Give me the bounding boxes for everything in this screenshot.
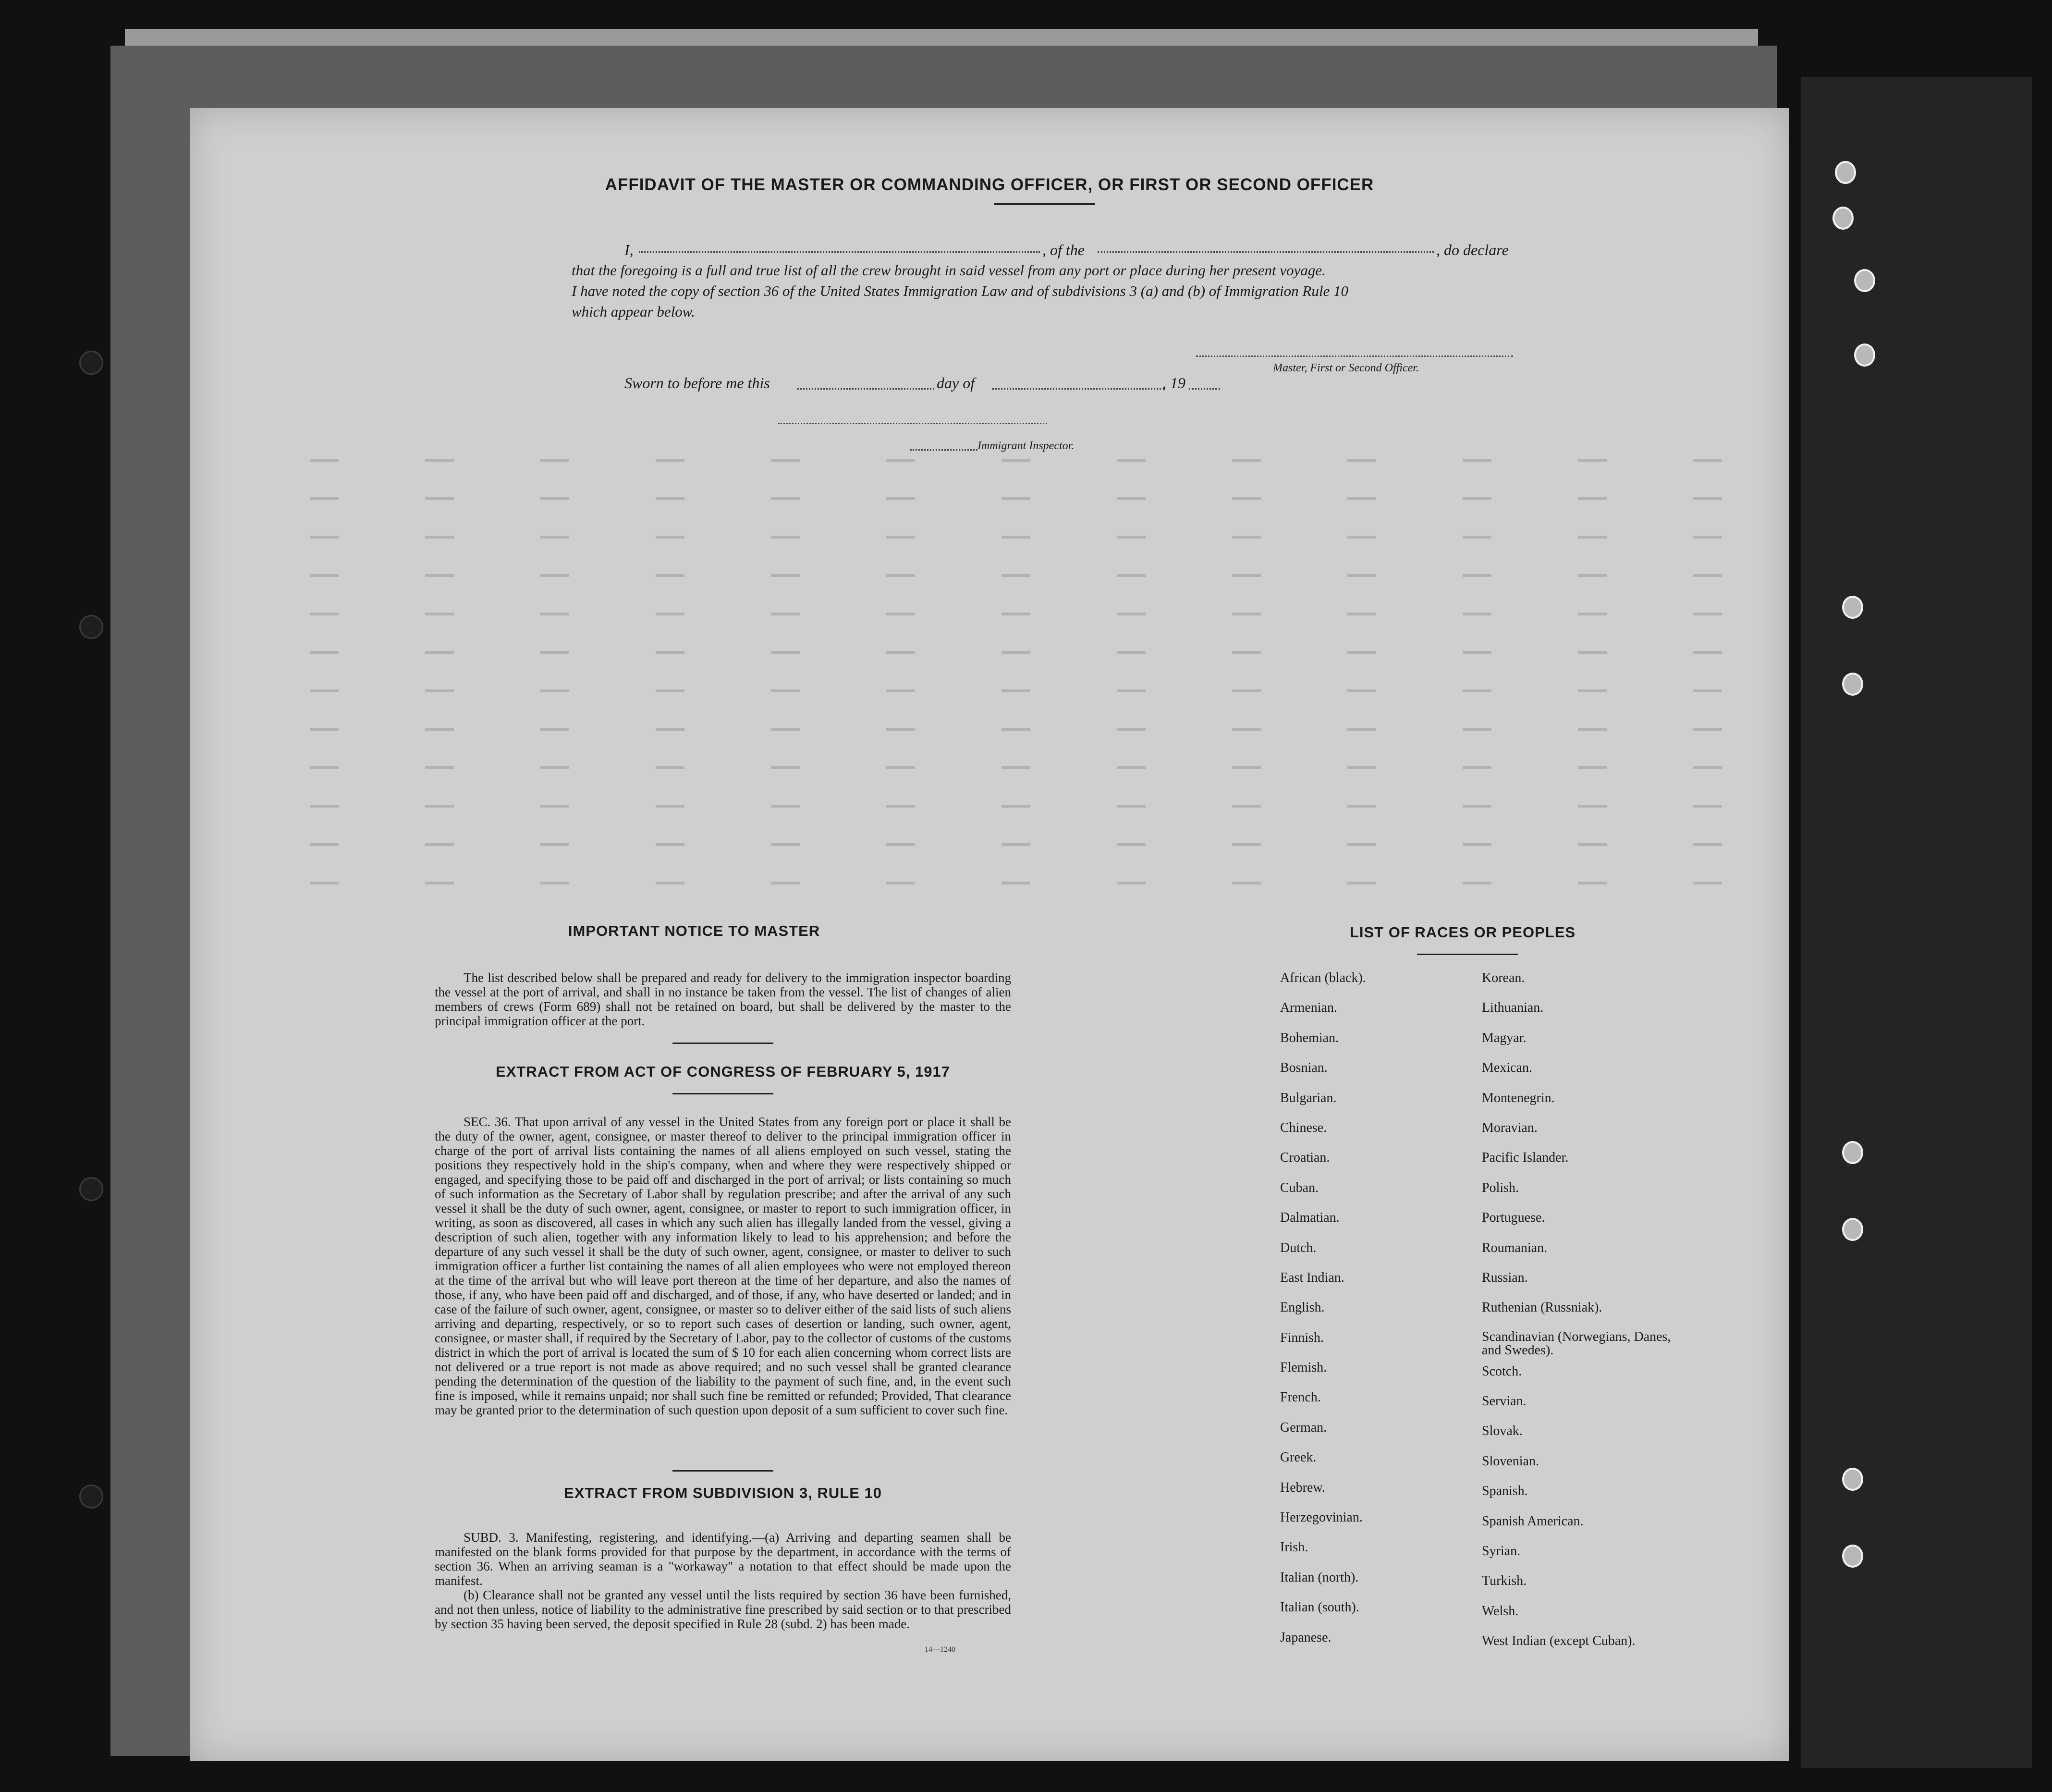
- bleed-through-row: [310, 689, 1770, 692]
- race-item: Chinese.: [1280, 1120, 1327, 1135]
- punch-hole: [1842, 1545, 1863, 1568]
- race-item: German.: [1280, 1420, 1327, 1435]
- binder-ring: [79, 351, 103, 375]
- race-item: Hebrew.: [1280, 1480, 1325, 1495]
- race-item: Turkish.: [1482, 1573, 1527, 1589]
- race-item: Scandinavian (Norwegians, Danes, and Swedes).: [1482, 1329, 1671, 1358]
- race-item: Portuguese.: [1482, 1210, 1545, 1226]
- sworn-month-field[interactable]: [992, 388, 1165, 390]
- race-item: Finnish.: [1280, 1330, 1324, 1345]
- master-name-field[interactable]: [639, 251, 1040, 253]
- race-item: Roumanian.: [1482, 1240, 1548, 1255]
- bleed-through-row: [310, 536, 1770, 539]
- race-item: Russian.: [1482, 1270, 1528, 1285]
- binder-side-panel: [1801, 77, 2032, 1768]
- extract-act-divider: [672, 1093, 773, 1094]
- affidavit-line-3: I have noted the copy of section 36 of the United States Immigration Law and of subdivisions 3 (a) and (b) of Immigration Rule 10: [572, 282, 1348, 299]
- sworn-label: Sworn to before me this: [624, 374, 770, 392]
- race-item: Greek.: [1280, 1450, 1317, 1465]
- race-item: Magyar.: [1482, 1030, 1527, 1045]
- extract-rule-title: EXTRACT FROM SUBDIVISION 3, RULE 10: [564, 1485, 882, 1501]
- race-item: Servian.: [1482, 1394, 1527, 1409]
- affidavit-do-declare: , do declare: [1436, 241, 1509, 258]
- race-item: Scotch.: [1482, 1363, 1522, 1379]
- bleed-through-row: [310, 766, 1770, 769]
- race-item: Bulgarian.: [1280, 1090, 1337, 1105]
- punch-hole: [1842, 673, 1863, 696]
- race-item: Italian (south).: [1280, 1600, 1359, 1615]
- vessel-name-field[interactable]: [1098, 251, 1434, 253]
- race-item: Dalmatian.: [1280, 1210, 1340, 1226]
- punch-hole: [1854, 344, 1875, 367]
- punch-hole: [1842, 1468, 1863, 1491]
- extract-rule-divider-top: [672, 1470, 773, 1472]
- race-item: French.: [1280, 1390, 1321, 1405]
- extract-act-title: EXTRACT FROM ACT OF CONGRESS OF FEBRUARY 5, 1917: [496, 1063, 950, 1080]
- year-label: , 19: [1162, 374, 1185, 392]
- bleed-through-row: [310, 651, 1770, 654]
- race-item: Pacific Islander.: [1482, 1150, 1569, 1166]
- punch-hole: [1835, 161, 1856, 184]
- bleed-through-row: [310, 882, 1770, 884]
- races-column-1: [1280, 970, 1463, 1660]
- inspector-signature-line[interactable]: [778, 423, 1047, 424]
- race-item: Bohemian.: [1280, 1030, 1339, 1045]
- race-item: Spanish American.: [1482, 1513, 1584, 1529]
- race-item: Spanish.: [1482, 1484, 1528, 1499]
- day-of-label: day of: [937, 374, 975, 392]
- extract-act-text: SEC. 36. That upon arrival of any vessel in the United States from any foreign port or place it shall be the duty of the owner, agent, consignee, or master thereof to deliver to the principal immigration officer in charge of the port of arrival lists containing the names of all aliens employed on such vessel, stating the positions they respectively hold in the ship's company, when and where they were respectively shipped or engaged, and specifying those to be paid off and discharged in the port of arrival; or lists containing so much of such information as the Secretary of Labor shall by regulation prescribe; and after the arrival of any such vessel it shall be the duty of such owner, agent, consignee, or master to report to such immigration officer, in writing, as soon as discovered, all cases in which any such alien has illegally landed from the vessel, giving a description of such alien, together with any information likely to lead to his apprehension; and before the departure of any such vessel it shall be the duty of such owner, agent, consignee, or master to deliver to such immigration officer a further list containing the names of all alien employees who were not employed thereon at the time of the arrival but who will leave port thereon at the time of her departure, and also the names of those, if any, who have been paid off and discharged, and of those, if any, who have deserted or landed; and in case of the failure of such owner, agent, consignee, or master so to deliver either of the said lists of such aliens arriving and departing, respectively, or so to report such cases of desertion or landing, such owner, agent, consignee, or master shall, if required by the Secretary of Labor, pay to the collector of customs of the customs district in which the port of arrival is located the sum of $ 10 for each alien concerning whom correct lists are not delivered or a true report is not made as above required; and no such vessel shall be granted clearance pending the determination of the question of the liability to the payment of such fine, and, in the event such fine is imposed, while it remains unpaid; nor shall such fine be remitted or refunded; Provided, That clearance may be granted prior to the determination of such question upon deposit of a sum sufficient to cover such fine.: [435, 1115, 1011, 1417]
- binder-ring: [79, 1485, 103, 1509]
- punch-hole: [1832, 207, 1854, 230]
- race-item: Dutch.: [1280, 1240, 1317, 1255]
- bleed-through-row: [310, 805, 1770, 808]
- race-item: Bosnian.: [1280, 1060, 1328, 1076]
- affidavit-of-the: , of the: [1042, 241, 1085, 258]
- sworn-day-field[interactable]: [797, 388, 934, 390]
- race-item: Ruthenian (Russniak).: [1482, 1300, 1602, 1315]
- extract-rule-text-b: (b) Clearance shall not be granted any vessel until the lists required by section 36 have been furnished, and not then unless, notice of liability to the administrative fine prescribed by said section or to that prescribed by section 35 having been served, the deposit specified in Rule 28 (subd. 2) has been made.: [435, 1588, 1011, 1631]
- extract-rule-text-a: SUBD. 3. Manifesting, registering, and identifying.—(a) Arriving and departing seamen shall be manifested on the blank forms provided for that purpose by the department, in accordance with the terms of section 36. When an arriving seaman is a "workaway" a notation to that effect should be made upon the manifest.: [435, 1530, 1011, 1588]
- race-item: English.: [1280, 1300, 1325, 1315]
- affidavit-title: AFFIDAVIT OF THE MASTER OR COMMANDING OFFICER, OR FIRST OR SECOND OFFICER: [605, 175, 1374, 194]
- race-item: Japanese.: [1280, 1630, 1331, 1645]
- bleed-through-row: [310, 459, 1770, 462]
- race-item: Herzegovinian.: [1280, 1510, 1363, 1525]
- race-item: Syrian.: [1482, 1544, 1521, 1559]
- punch-hole: [1854, 269, 1875, 292]
- race-item: Slovenian.: [1482, 1453, 1539, 1469]
- bleed-through-row: [310, 497, 1770, 500]
- binder-ring: [79, 615, 103, 639]
- races-column-2: [1482, 970, 1732, 1664]
- race-item: Lithuanian.: [1482, 1000, 1544, 1016]
- race-item: Korean.: [1482, 970, 1525, 985]
- punch-hole: [1842, 1141, 1863, 1164]
- inspector-label: Immigrant Inspector.: [977, 440, 1075, 452]
- notice-title: IMPORTANT NOTICE TO MASTER: [568, 922, 820, 939]
- race-item: Slovak.: [1482, 1424, 1523, 1439]
- affidavit-line-4: which appear below.: [572, 303, 695, 320]
- form-number: 14—1240: [925, 1645, 955, 1654]
- inspector-lead-line: [910, 449, 977, 451]
- race-item: Armenian.: [1280, 1000, 1337, 1016]
- signature-label: Master, First or Second Officer.: [1273, 362, 1419, 374]
- race-item: Croatian.: [1280, 1150, 1330, 1166]
- affidavit-page: [190, 108, 1789, 1761]
- race-item: Moravian.: [1482, 1120, 1538, 1135]
- race-item: African (black).: [1280, 970, 1366, 985]
- affidavit-line-2: that the foregoing is a full and true list of all the crew brought in said vessel from any port or place during her present voyage.: [572, 262, 1326, 279]
- race-item: Flemish.: [1280, 1360, 1327, 1375]
- sworn-year-field[interactable]: [1189, 388, 1220, 390]
- bleed-through-row: [310, 613, 1770, 615]
- signature-line[interactable]: [1196, 356, 1513, 357]
- race-item: Cuban.: [1280, 1180, 1319, 1195]
- notice-divider: [672, 1043, 773, 1044]
- bleed-through-row: [310, 843, 1770, 846]
- bleed-through-row: [310, 728, 1770, 731]
- race-item: Polish.: [1482, 1180, 1519, 1195]
- race-item: East Indian.: [1280, 1270, 1344, 1285]
- punch-hole: [1842, 596, 1863, 619]
- race-item: Welsh.: [1482, 1603, 1519, 1619]
- race-item: Irish.: [1280, 1540, 1308, 1555]
- race-item: West Indian (except Cuban).: [1482, 1633, 1636, 1649]
- punch-hole: [1842, 1218, 1863, 1241]
- race-item: Montenegrin.: [1482, 1090, 1555, 1105]
- races-title: LIST OF RACES OR PEOPLES: [1349, 924, 1576, 941]
- affidavit-i-label: I,: [624, 241, 634, 258]
- races-divider: [1417, 954, 1518, 955]
- title-underline: [994, 203, 1095, 205]
- race-item: Italian (north).: [1280, 1570, 1359, 1585]
- bleed-through-row: [310, 574, 1770, 577]
- binder-ring: [79, 1177, 103, 1201]
- race-item: Mexican.: [1482, 1060, 1532, 1076]
- notice-text: The list described below shall be prepared and ready for delivery to the immigration inspector boarding the vessel at the port of arrival, and shall in no instance be taken from the vessel. The list of changes of alien members of crews (Form 689) shall not be retained on board, but shall be delivered by the master to the principal immigration officer at the port.: [435, 970, 1011, 1028]
